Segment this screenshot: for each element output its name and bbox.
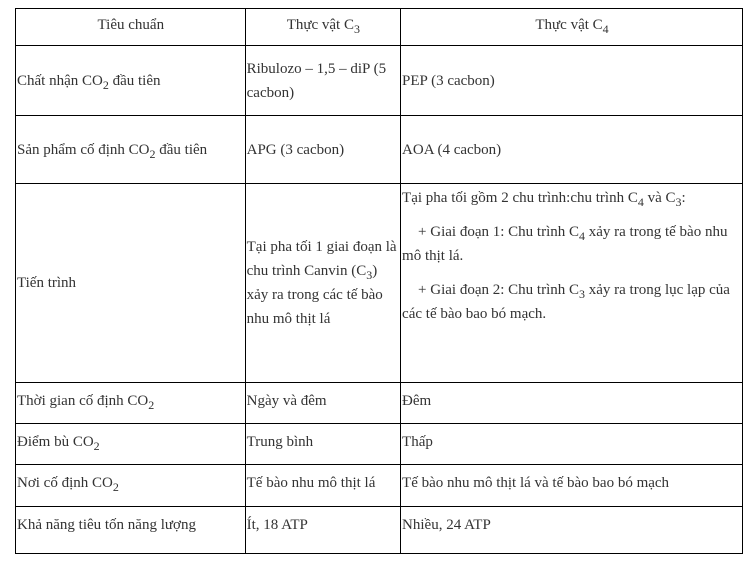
criterion-cell: Nơi cố định $CO_2$ bbox=[16, 465, 246, 507]
criterion-cell: Khả năng tiêu tốn năng lượng bbox=[16, 507, 246, 554]
c4-cell: Nhiều, 24 ATP bbox=[401, 507, 743, 554]
c4-stage-1: + Giai đoạn 1: Chu trình $C_4$ xảy ra trong tế bào nhu mô thịt lá. bbox=[402, 224, 728, 264]
header-criterion: Tiêu chuẩn bbox=[16, 9, 246, 46]
c3-cell: Ngày và đêm bbox=[245, 383, 400, 424]
table-row bbox=[16, 424, 743, 465]
table-row bbox=[16, 116, 743, 184]
c3-cell: Ribulozo – 1,5 – diP (5 cacbon) bbox=[245, 46, 400, 116]
c4-cell: AOA (4 cacbon) bbox=[401, 116, 743, 184]
header-c4-plants: Thực vật $C_4$ bbox=[401, 9, 743, 46]
c4-cell bbox=[401, 184, 743, 383]
criterion-cell: Điểm bù $CO_2$ bbox=[16, 424, 246, 465]
c4-cell: Tế bào nhu mô thịt lá và tế bào bao bó mạch bbox=[401, 465, 743, 507]
c3-cell: Ít, 18 ATP bbox=[245, 507, 400, 554]
c4-intro: Tại pha tối gồm 2 chu trình:chu trình $C_4$ và $C_3$: bbox=[402, 190, 686, 209]
criterion-cell: Tiến trình bbox=[16, 184, 246, 383]
criterion-cell: Thời gian cố định $CO_2$ bbox=[16, 383, 246, 424]
header-c3-plants: Thực vật $C_3$ bbox=[245, 9, 400, 46]
c4-cell: Đêm bbox=[401, 383, 743, 424]
c3-cell: Tại pha tối 1 giai đoạn là chu trình Canvin $(C_3)$ xảy ra trong các tế bào nhu mô thịt lá bbox=[245, 184, 400, 383]
comparison-table bbox=[15, 8, 743, 554]
criterion-cell: Chất nhận $CO_2$ đầu tiên bbox=[16, 46, 246, 116]
table-row bbox=[16, 383, 743, 424]
c3-cell: APG (3 cacbon) bbox=[245, 116, 400, 184]
header-row bbox=[16, 9, 743, 46]
c4-cell: Thấp bbox=[401, 424, 743, 465]
c4-cell: PEP (3 cacbon) bbox=[401, 46, 743, 116]
c3-cell: Tế bào nhu mô thịt lá bbox=[245, 465, 400, 507]
table-row bbox=[16, 507, 743, 554]
c4-stage-2: + Giai đoạn 2: Chu trình $C_3$ xảy ra trong lục lạp của các tế bào bao bó mạch. bbox=[402, 282, 730, 322]
table-row bbox=[16, 184, 743, 383]
table-row bbox=[16, 46, 743, 116]
criterion-cell: Sản phẩm cố định $CO_2$ đầu tiên bbox=[16, 116, 246, 184]
table-row bbox=[16, 465, 743, 507]
c3-cell: Trung bình bbox=[245, 424, 400, 465]
